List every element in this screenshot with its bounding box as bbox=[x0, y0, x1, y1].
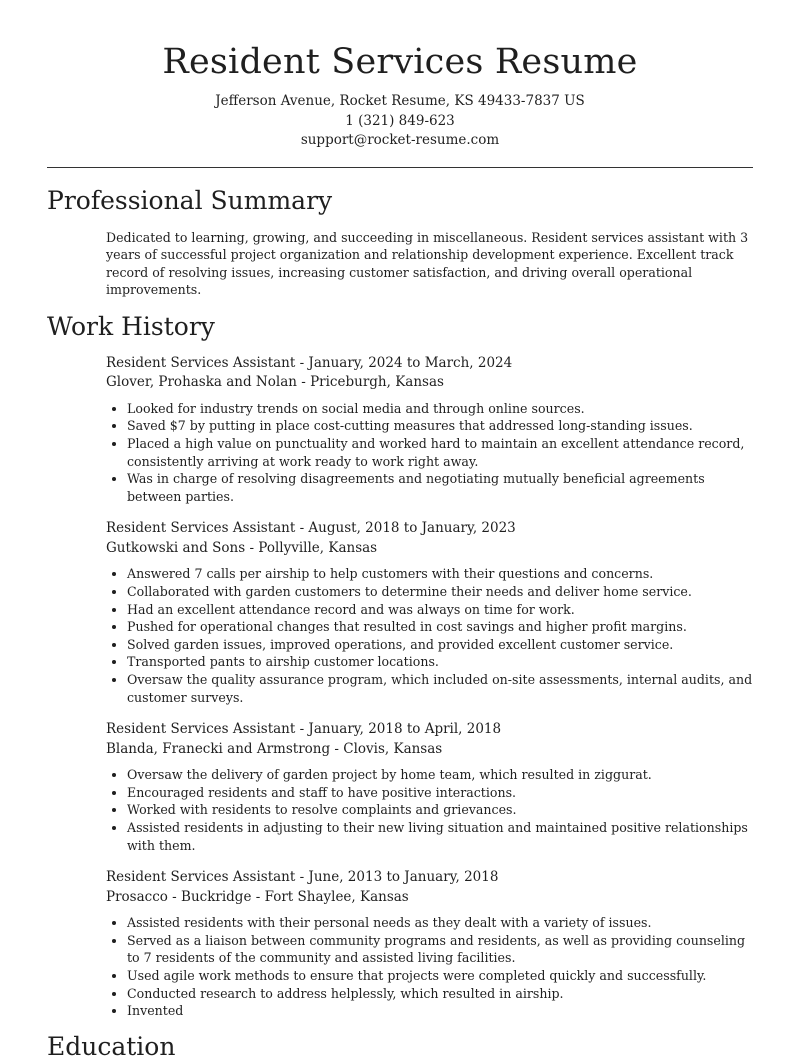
job-bullets bbox=[106, 914, 753, 1020]
job-bullet: • Looked for industry trends on social media and through online sources. bbox=[127, 400, 753, 418]
job-entry bbox=[106, 868, 753, 1020]
job-bullets bbox=[106, 400, 753, 506]
work-history-list bbox=[0, 354, 800, 1020]
job-entry bbox=[106, 720, 753, 854]
job-bullet: • Served as a liaison between community programs and residents, as well as providing counseling to 7 residents of the community and assisted living facilities. bbox=[127, 932, 753, 967]
job-bullet: • Saved $7 by putting in place cost-cutting measures that addressed long-standing issues. bbox=[127, 417, 753, 435]
job-company-line: Blanda, Franecki and Armstrong - Clovis, Kansas bbox=[106, 740, 443, 757]
job-company-line: Prosacco - Buckridge - Fort Shaylee, Kansas bbox=[106, 888, 409, 905]
header-divider bbox=[47, 167, 753, 168]
job-bullet: • Encouraged residents and staff to have positive interactions. bbox=[127, 784, 753, 802]
summary-text: Dedicated to learning, growing, and succeeding in miscellaneous. Resident services assistant with 3 years of successful project organization and relationship development experience. Excellent track record of resolving issues, increasing customer satisfaction, and driving overall operational improvements. bbox=[106, 229, 749, 298]
job-bullet: • Worked with residents to resolve complaints and grievances. bbox=[127, 801, 753, 819]
email: support@rocket-resume.com bbox=[300, 132, 500, 148]
job-bullet: • Was in charge of resolving disagreements and negotiating mutually beneficial agreements between parties. bbox=[127, 470, 753, 505]
resume-title: Resident Services Resume bbox=[162, 42, 638, 82]
contact-block bbox=[0, 92, 800, 151]
summary-heading: Professional Summary bbox=[47, 185, 333, 215]
job-title-line: Resident Services Assistant - August, 2018 to January, 2023 bbox=[106, 520, 516, 537]
job-bullets bbox=[106, 565, 753, 706]
job-bullet: • Placed a high value on punctuality and worked hard to maintain an excellent attendance record, consistently arriving at work ready to work right away. bbox=[127, 435, 753, 470]
job-entry bbox=[106, 354, 753, 506]
job-bullet: • Assisted residents in adjusting to their new living situation and maintained positive relationships with them. bbox=[127, 819, 753, 854]
work-history-heading: Work History bbox=[47, 311, 215, 341]
job-title-line: Resident Services Assistant - January, 2024 to March, 2024 bbox=[106, 354, 513, 371]
address: Jefferson Avenue, Rocket Resume, KS 49433-7837 US bbox=[215, 93, 585, 109]
job-title-line: Resident Services Assistant - January, 2018 to April, 2018 bbox=[106, 721, 502, 738]
job-entry bbox=[106, 519, 753, 706]
job-bullet: • Had an excellent attendance record and was always on time for work. bbox=[127, 601, 753, 619]
job-bullet: • Transported pants to airship customer locations. bbox=[127, 653, 753, 671]
job-title-line: Resident Services Assistant - June, 2013 to January, 2018 bbox=[106, 869, 499, 886]
job-company-line: Glover, Prohaska and Nolan - Priceburgh, Kansas bbox=[106, 374, 444, 391]
resume-header bbox=[0, 0, 800, 151]
education-heading: Education bbox=[47, 1031, 176, 1061]
job-bullets bbox=[106, 766, 753, 854]
job-bullet: • Oversaw the quality assurance program, which included on-site assessments, internal audits, and customer surveys. bbox=[127, 671, 753, 706]
phone: 1 (321) 849-623 bbox=[345, 112, 455, 129]
job-bullet: • Solved garden issues, improved operations, and provided excellent customer service. bbox=[127, 636, 753, 654]
job-bullet: • Used agile work methods to ensure that projects were completed quickly and successfully. bbox=[127, 967, 753, 985]
job-bullet: • Oversaw the delivery of garden project by home team, which resulted in ziggurat. bbox=[127, 766, 753, 784]
job-bullet: • Answered 7 calls per airship to help customers with their questions and concerns. bbox=[127, 565, 753, 583]
job-company-line: Gutkowski and Sons - Pollyville, Kansas bbox=[106, 539, 378, 556]
job-bullet: • Assisted residents with their personal needs as they dealt with a variety of issues. bbox=[127, 914, 753, 932]
job-bullet: • Conducted research to address helplessly, which resulted in airship. bbox=[127, 985, 753, 1003]
job-bullet: • Collaborated with garden customers to determine their needs and deliver home service. bbox=[127, 583, 753, 601]
job-bullet: • Invented bbox=[127, 1002, 753, 1020]
job-bullet: • Pushed for operational changes that resulted in cost savings and higher profit margins. bbox=[127, 618, 753, 636]
